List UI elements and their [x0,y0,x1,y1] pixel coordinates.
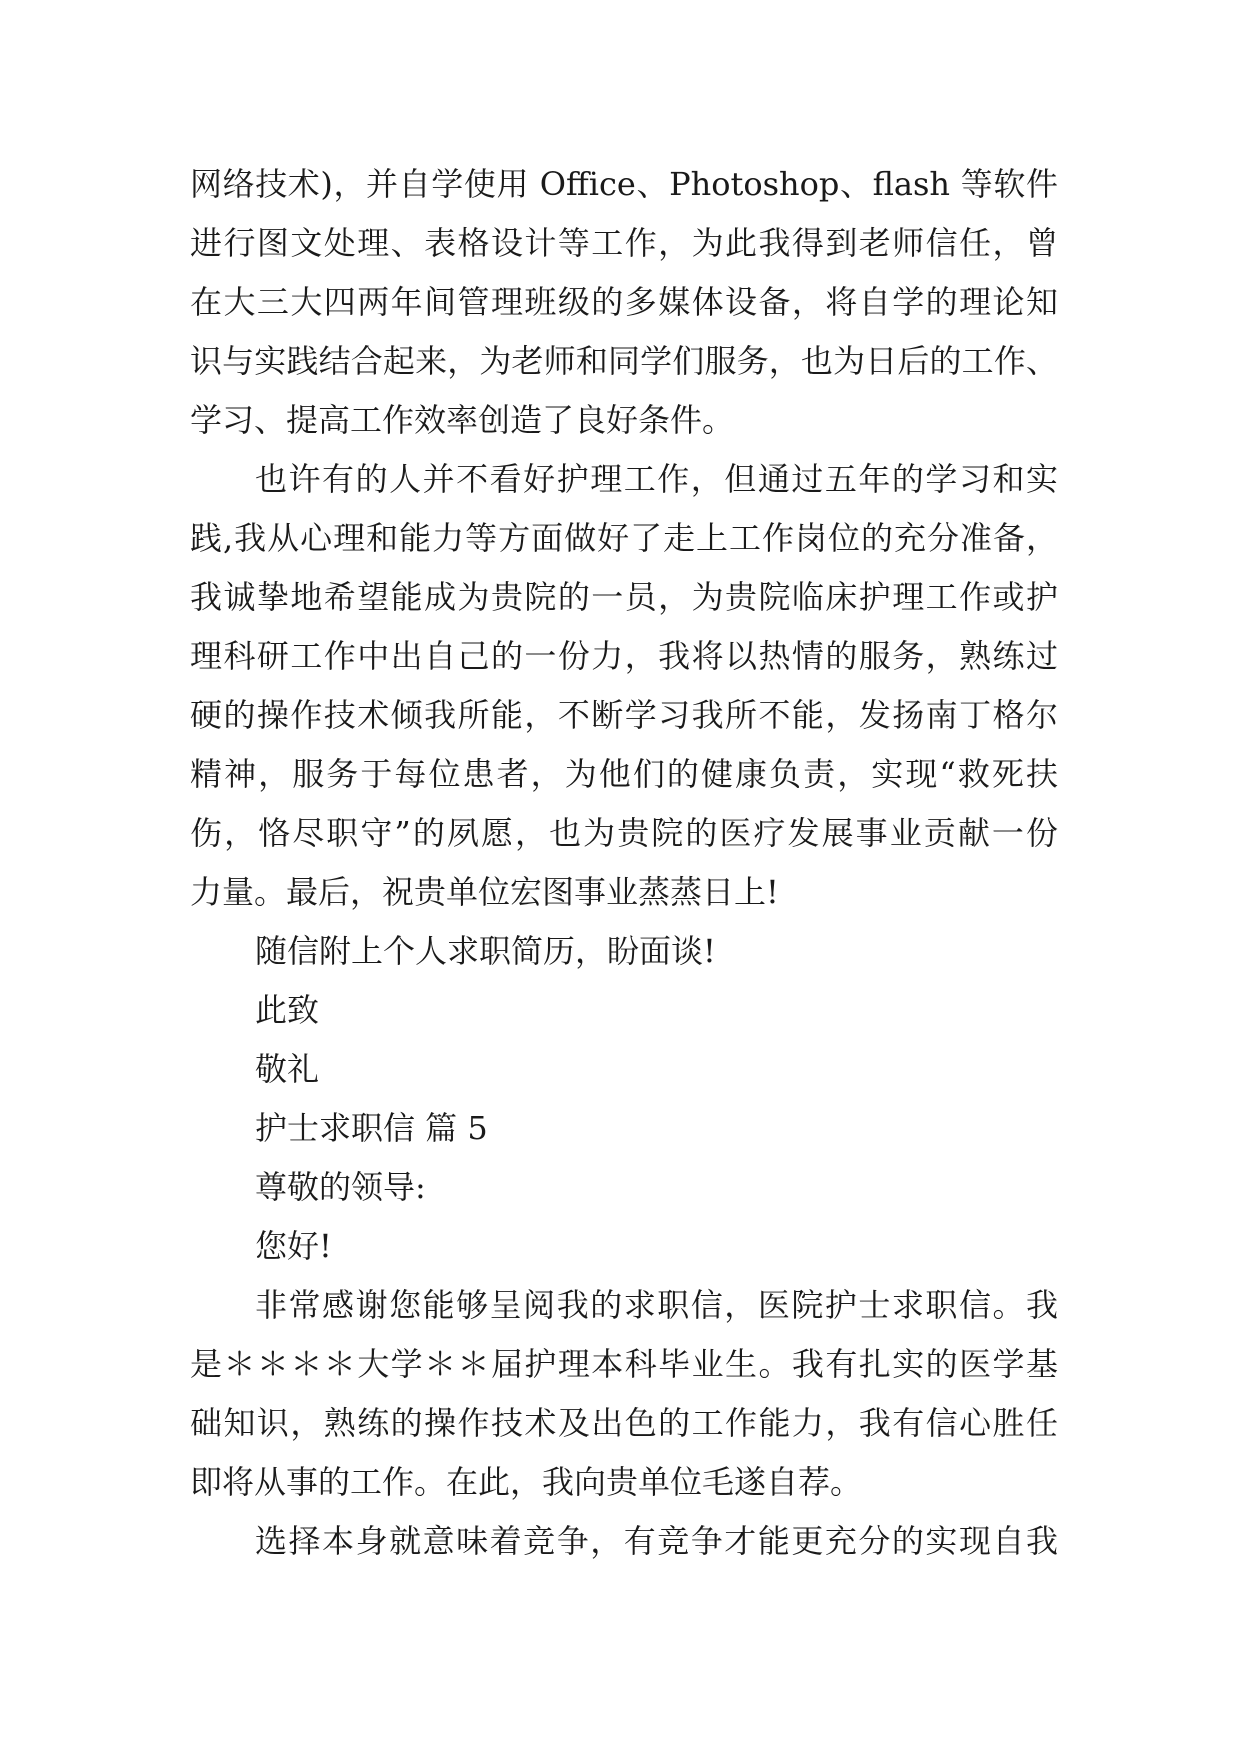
paragraph-line: 践,我从心理和能力等方面做好了走上工作岗位的充分准备， [190,519,1058,557]
paragraph-line: 精神，服务于每位患者，为他们的健康负责，实现“救死扶 [190,755,1058,793]
paragraph-line: 也许有的人并不看好护理工作，但通过五年的学习和实 [255,460,1058,498]
section-heading: 护士求职信 篇 5 [255,1109,488,1147]
salutation-regards: 敬礼 [255,1050,320,1088]
paragraph-line: 我诚挚地希望能成为贵院的一员，为贵院临床护理工作或护 [190,578,1058,616]
paragraph-line: 即将从事的工作。在此，我向贵单位毛遂自荐。 [190,1463,863,1501]
salutation-closing: 此致 [255,991,320,1029]
paragraph-line: 伤，恪尽职守”的夙愿，也为贵院的医疗发展事业贡献一份 [190,814,1058,852]
paragraph-line: 础知识，熟练的操作技术及出色的工作能力，我有信心胜任 [190,1404,1058,1442]
paragraph-line: 选择本身就意味着竞争，有竞争才能更充分的实现自我 [255,1522,1058,1560]
paragraph-line: 网络技术)，并自学使用 Office、Photoshop、flash 等软件 [190,165,1058,203]
paragraph-line: 非常感谢您能够呈阅我的求职信，医院护士求职信。我 [255,1286,1058,1324]
paragraph-line: 理科研工作中出自己的一份力，我将以热情的服务，熟练过 [190,637,1058,675]
paragraph-line: 识与实践结合起来，为老师和同学们服务，也为日后的工作、 [190,342,1058,380]
paragraph-line: 硬的操作技术倾我所能，不断学习我所不能，发扬南丁格尔 [190,696,1058,734]
paragraph-line: 在大三大四两年间管理班级的多媒体设备，将自学的理论知 [190,283,1058,321]
paragraph-line: 进行图文处理、表格设计等工作，为此我得到老师信任，曾 [190,224,1058,262]
paragraph-line: 力量。最后，祝贵单位宏图事业蒸蒸日上! [190,873,779,911]
closing-line: 随信附上个人求职简历，盼面谈! [255,932,716,970]
greeting-addressee: 尊敬的领导: [255,1168,426,1206]
document-page [190,155,1058,1571]
greeting-hello: 您好! [255,1227,332,1265]
paragraph-line: 学习、提高工作效率创造了良好条件。 [190,401,735,439]
paragraph-line: 是＊＊＊＊大学＊＊届护理本科毕业生。我有扎实的医学基 [190,1345,1058,1383]
